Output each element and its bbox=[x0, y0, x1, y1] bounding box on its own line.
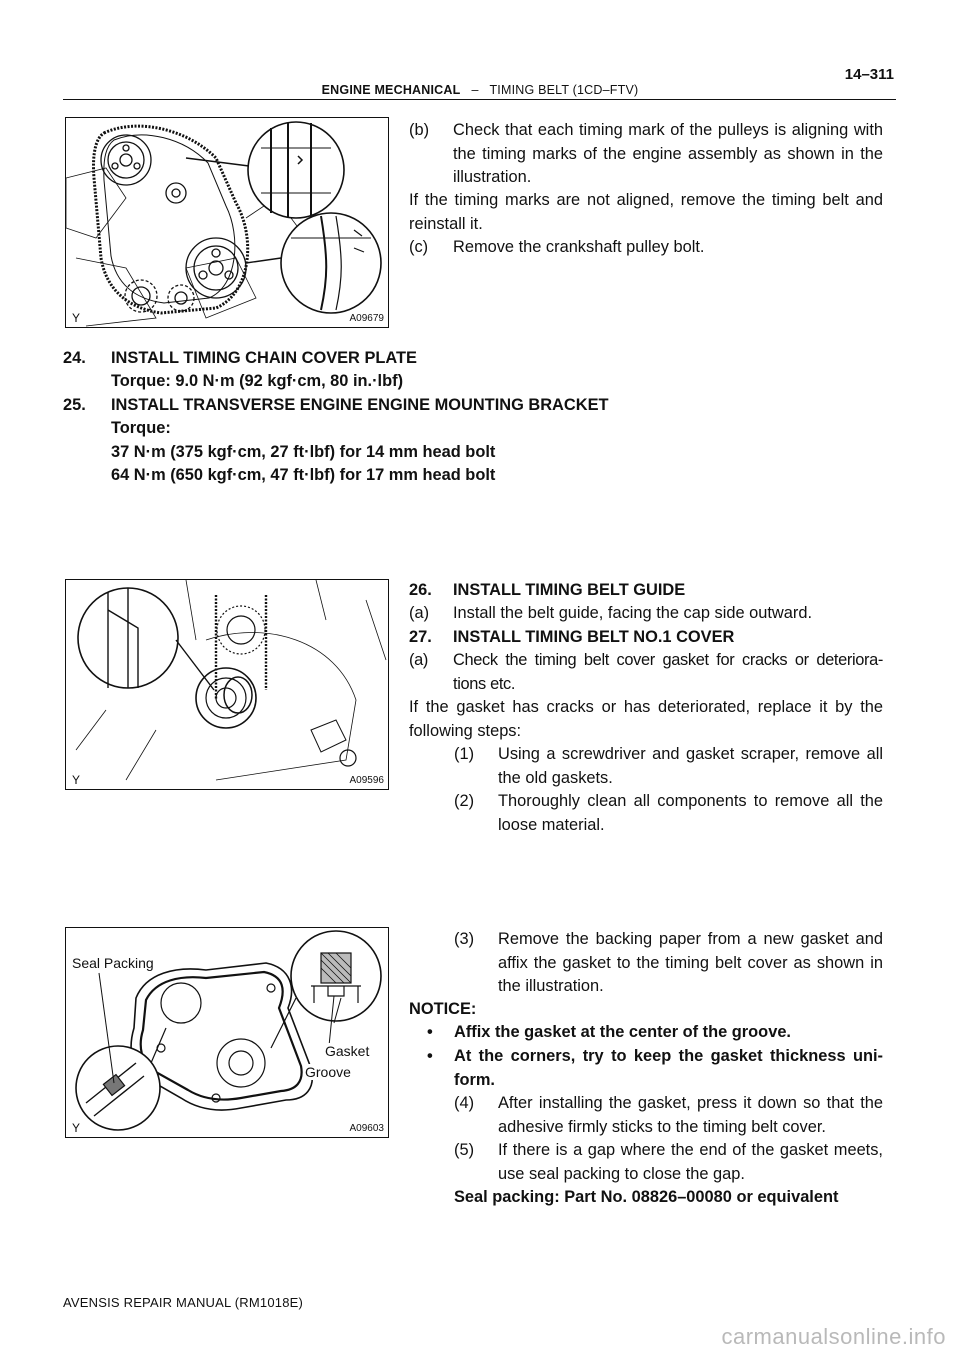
running-header bbox=[0, 83, 960, 97]
step-number: (a) bbox=[409, 651, 428, 669]
section-number: 27. bbox=[409, 628, 432, 646]
step-number: (c) bbox=[409, 238, 429, 256]
seal-packing-spec: Seal packing: Part No. 08826–00080 or equivalent bbox=[454, 1188, 839, 1206]
figure-corner-mark: Y bbox=[72, 1121, 81, 1135]
figure-code: A09679 bbox=[349, 313, 384, 324]
figure-timing-marks bbox=[65, 117, 389, 328]
step-number: (2) bbox=[454, 792, 475, 810]
figure-gasket bbox=[65, 927, 389, 1138]
header-section: ENGINE MECHANICAL bbox=[321, 83, 461, 97]
step-text: Check the timing belt cover gasket for cracks or deteriora-tions etc. bbox=[453, 651, 883, 693]
bullet-text: Affix the gasket at the center of the groove. bbox=[454, 1023, 791, 1041]
section-24-torque: Torque: 9.0 N·m (92 kgf·cm, 80 in.·lbf) bbox=[111, 372, 404, 390]
section-25-torque-1: 37 N·m (375 kgf·cm, 27 ft·lbf) for 14 mm head bolt bbox=[111, 443, 496, 461]
label-gasket: Gasket bbox=[325, 1043, 370, 1059]
belt-guide-illustration bbox=[66, 580, 388, 789]
step-number: (1) bbox=[454, 745, 475, 763]
step-number: (5) bbox=[454, 1141, 475, 1159]
figure-corner-mark: Y bbox=[72, 773, 81, 787]
step-text: After installing the gasket, press it down so that the adhesive firmly sticks to the timing belt cover. bbox=[498, 1094, 883, 1136]
label-groove: Groove bbox=[305, 1064, 351, 1080]
section-25-torque-2: 64 N·m (650 kgf·cm, 47 ft·lbf) for 17 mm head bolt bbox=[111, 466, 496, 484]
page-number: 14–311 bbox=[844, 66, 894, 83]
para-cracks: If the gasket has cracks or has deteriorated, replace it by the following steps: bbox=[409, 698, 883, 740]
figure-code: A09603 bbox=[349, 1123, 384, 1134]
step-number: (b) bbox=[409, 121, 430, 139]
section-number: 24. bbox=[63, 349, 86, 367]
timing-belt-illustration bbox=[66, 118, 388, 327]
section-title: INSTALL TIMING BELT GUIDE bbox=[453, 581, 686, 599]
section-title: INSTALL TRANSVERSE ENGINE ENGINE MOUNTING BRACKET bbox=[111, 396, 609, 414]
footer-manual-id: AVENSIS REPAIR MANUAL (RM1018E) bbox=[63, 1295, 304, 1310]
step-number: (3) bbox=[454, 930, 475, 948]
section-title: INSTALL TIMING BELT NO.1 COVER bbox=[453, 628, 735, 646]
step-text: Thoroughly clean all components to remove all the loose material. bbox=[498, 792, 883, 834]
header-separator: – bbox=[471, 83, 479, 97]
step-text: Using a screwdriver and gasket scraper, remove all the old gaskets. bbox=[498, 745, 883, 787]
section-number: 26. bbox=[409, 581, 432, 599]
step-text: Check that each timing mark of the pulleys is aligning with the timing marks of the engine assembly as shown in the illustration. bbox=[453, 121, 883, 186]
step-number: (a) bbox=[409, 604, 430, 622]
para-not-aligned: If the timing marks are not aligned, remove the timing belt and reinstall it. bbox=[409, 191, 883, 233]
bullet-mark: • bbox=[427, 1023, 433, 1041]
section-25-torque-label: Torque: bbox=[111, 419, 171, 437]
header-rule bbox=[63, 99, 896, 100]
bullet-text: At the corners, try to keep the gasket thickness uni-form. bbox=[454, 1047, 883, 1089]
step-number: (4) bbox=[454, 1094, 475, 1112]
step-text: If there is a gap where the end of the gasket meets, use seal packing to close the gap. bbox=[498, 1141, 883, 1183]
bullet-mark: • bbox=[427, 1047, 433, 1065]
step-text: Remove the backing paper from a new gasket and affix the gasket to the timing belt cover as shown in the illustration. bbox=[498, 930, 883, 995]
label-seal-packing: Seal Packing bbox=[72, 955, 154, 971]
section-number: 25. bbox=[63, 396, 86, 414]
step-text: Install the belt guide, facing the cap side outward. bbox=[453, 604, 813, 622]
header-subsection: TIMING BELT (1CD–FTV) bbox=[489, 83, 639, 97]
watermark: carmanualsonline.info bbox=[721, 1324, 946, 1349]
figure-corner-mark: Y bbox=[72, 311, 81, 325]
figure-code: A09596 bbox=[349, 775, 384, 786]
notice-heading: NOTICE: bbox=[409, 1000, 477, 1018]
step-text: Remove the crankshaft pulley bolt. bbox=[453, 238, 705, 256]
section-title: INSTALL TIMING CHAIN COVER PLATE bbox=[111, 349, 417, 367]
figure-belt-guide bbox=[65, 579, 389, 790]
